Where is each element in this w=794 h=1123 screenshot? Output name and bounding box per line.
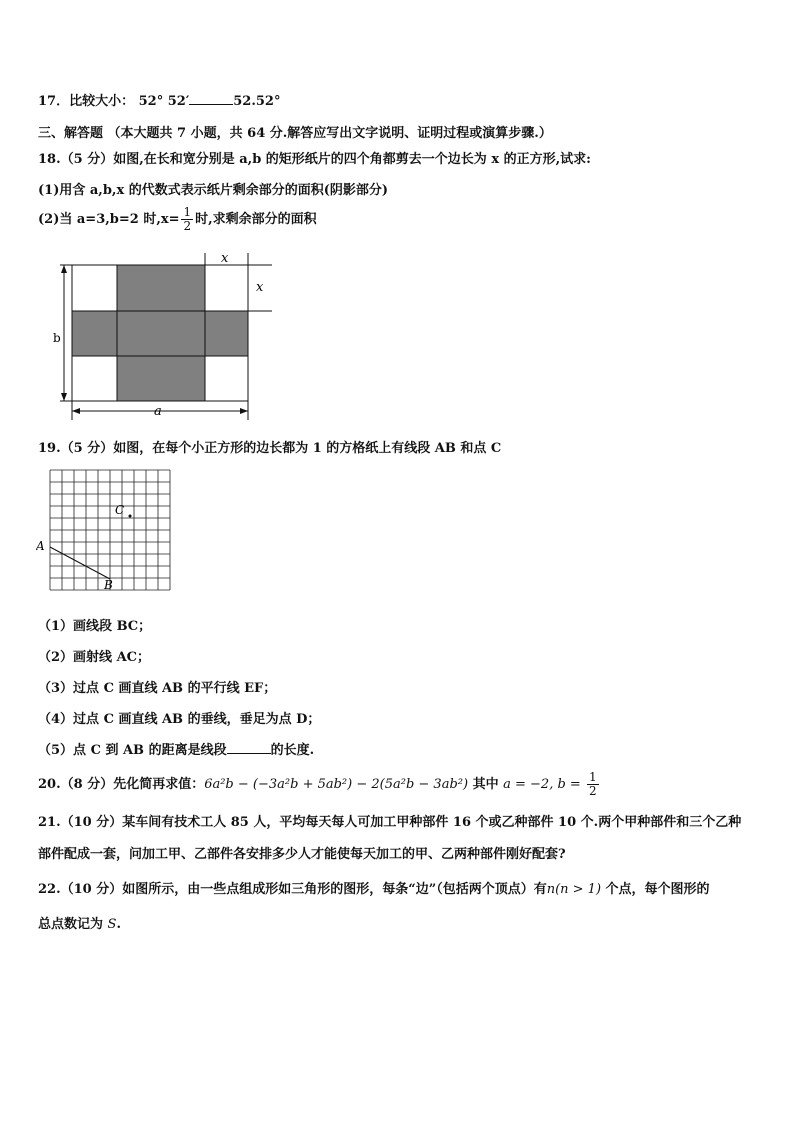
question-17 bbox=[38, 90, 280, 109]
q19-item-5 bbox=[38, 739, 314, 758]
question-20 bbox=[38, 771, 601, 798]
q18-fraction bbox=[181, 206, 193, 233]
q19-label-a: A bbox=[36, 539, 45, 553]
q20-expression: 6a²b − (−3a²b + 5ab²) − 2(5a²b − 3ab²) bbox=[204, 777, 469, 792]
q22-line2-post: . bbox=[116, 917, 121, 932]
q18-shade-middle bbox=[72, 311, 248, 356]
q18-label-a: a bbox=[154, 404, 162, 419]
q18-part2-post: 时,求剩余部分的面积 bbox=[195, 212, 317, 227]
q18-label-b: b bbox=[53, 331, 61, 345]
q19-grid-figure bbox=[36, 467, 176, 599]
q21-line-1: 21.（10 分）某车间有技术工人 85 人，平均每天每人可加工甲种部件 16 个或乙种部件 10 个.两个甲种部件和三个乙种 bbox=[38, 815, 742, 830]
q19-item-3: （3）过点 C 画直线 AB 的平行线 EF； bbox=[38, 681, 277, 696]
q18-label-x-right: x bbox=[256, 280, 264, 295]
q22-var-s: S bbox=[107, 917, 117, 932]
q20-pre: 20.（8 分）先化简再求值： bbox=[38, 777, 205, 792]
q22-line2-pre: 总点数记为 bbox=[38, 917, 108, 932]
q19-stem: 19.（5 分）如图，在每个小正方形的边长都为 1 的方格纸上有线段 AB 和点 C bbox=[38, 441, 502, 456]
section-3-header: 三、解答题 （本大题共 7 小题，共 64 分.解答应写出文字说明、证明过程或演算步骤.） bbox=[38, 126, 552, 141]
q20-condition: a = −2, b = bbox=[503, 777, 585, 792]
q17-answer-blank[interactable] bbox=[189, 92, 233, 105]
q20-fraction bbox=[587, 771, 599, 798]
q22-line-1 bbox=[38, 878, 710, 897]
q19-label-c: C bbox=[115, 503, 125, 517]
q19-item5-blank[interactable] bbox=[227, 741, 271, 754]
q19-point-c bbox=[129, 515, 132, 518]
q19-item5-post: 的长度. bbox=[270, 743, 315, 758]
q18-shade-top bbox=[117, 265, 205, 311]
q18-label-x-top: x bbox=[221, 251, 229, 266]
q22-pre: 22.（10 分）如图所示，由一些点组成形如三角形的图形，每条“边”（包括两个顶点）有 bbox=[38, 882, 547, 897]
q19-gridlines bbox=[50, 470, 170, 590]
q20-frac-num: 1 bbox=[588, 770, 597, 784]
q19-item-4: （4）过点 C 画直线 AB 的垂线，垂足为点 D； bbox=[38, 712, 321, 727]
q19-segment-ab bbox=[50, 547, 110, 579]
q19-item-2: （2）画射线 AC； bbox=[38, 650, 151, 665]
q19-item5-pre: （5）点 C 到 AB 的距离是线段 bbox=[38, 743, 227, 758]
q18-shade-bottom bbox=[117, 356, 205, 401]
q19-item-1: （1）画线段 BC； bbox=[38, 619, 152, 634]
q22-condition: n(n > 1) bbox=[546, 882, 602, 897]
q19-label-b: B bbox=[104, 578, 113, 592]
q18-part1: (1)用含 a,b,x 的代数式表示纸片剩余部分的面积(阴影部分) bbox=[38, 183, 389, 198]
q18-stem: 18.（5 分）如图,在长和宽分别是 a,b 的矩形纸片的四个角都剪去一个边长为 x 的正方形,试求: bbox=[38, 152, 591, 167]
q17-text: 17．比较大小： 52° 52′ bbox=[38, 94, 190, 109]
q20-frac-den: 2 bbox=[588, 784, 597, 798]
q18-part2-pre: (2)当 a=3,b=2 时,x= bbox=[38, 212, 180, 227]
q22-line-2 bbox=[38, 913, 121, 932]
q17-rhs: 52.52° bbox=[233, 94, 281, 109]
q22-post: 个点，每个图形的 bbox=[601, 882, 710, 897]
q18-frac-den: 2 bbox=[183, 219, 192, 233]
q18-part2 bbox=[38, 206, 317, 233]
q18-frac-num: 1 bbox=[183, 205, 192, 219]
q18-figure bbox=[40, 248, 280, 423]
q21-line-2: 部件配成一套，问加工甲、乙部件各安排多少人才能使每天加工的甲、乙两种部件刚好配套? bbox=[38, 847, 566, 862]
q20-mid: 其中 bbox=[468, 777, 504, 792]
